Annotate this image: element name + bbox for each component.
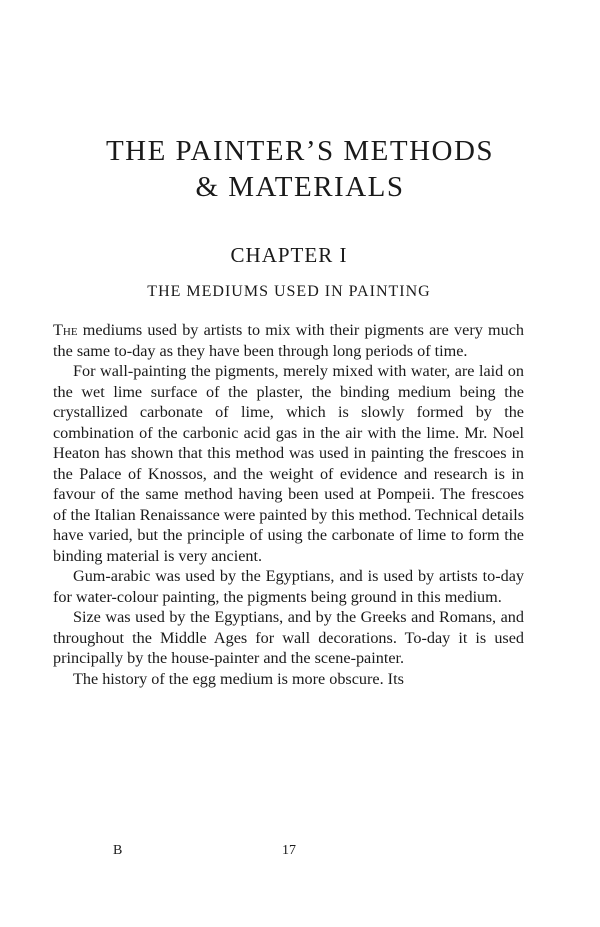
page-number: 17 xyxy=(282,843,296,858)
paragraph-4: Size was used by the Egyptians, and by the Greeks and Romans, and throughout the Middle Ages for wall decorations. To-day it is used principally by the house-painter and the scene-painter. xyxy=(53,608,524,667)
book-title-line-2: & MATERIALS xyxy=(195,171,405,203)
chapter-number: CHAPTER I xyxy=(230,243,348,267)
body-text xyxy=(53,320,524,689)
book-title-line-1: THE PAINTER’S METHODS xyxy=(105,135,495,167)
paragraph-3: Gum-arabic was used by the Egyptians, and is used by artists to-day for water-colour painting, the pigments being ground in this medium. xyxy=(53,567,524,606)
page-footer xyxy=(0,843,600,863)
paragraph-1-text: mediums used by artists to mix with their pigments are very much the same to-day as they have been through long periods of time. xyxy=(53,321,524,360)
paragraph-1 xyxy=(53,320,524,361)
signature-mark: B xyxy=(113,843,123,858)
chapter-heading: THE MEDIUMS USED IN PAINTING xyxy=(147,283,431,300)
paragraph-2: For wall-painting the pigments, merely mixed with water, are laid on the wet lime surface of the plaster, the binding medium being the crystallized carbonate of lime, which is slowly formed by the combination of the carbonic acid gas in the air with the lime. Mr. Noel Heaton has shown that this method was used in painting the frescoes in the Palace of Knossos, and the weight of evidence and research is in favour of the same method having been used at Pompeii. The frescoes of the Italian Renaissance were painted by this method. Technical details have varied, but the principle of using the carbonate of lime to form the binding material is very ancient. xyxy=(53,362,524,565)
paragraph-5: The history of the egg medium is more obscure. Its xyxy=(73,669,404,688)
paragraph-lead-word: The xyxy=(53,321,78,339)
